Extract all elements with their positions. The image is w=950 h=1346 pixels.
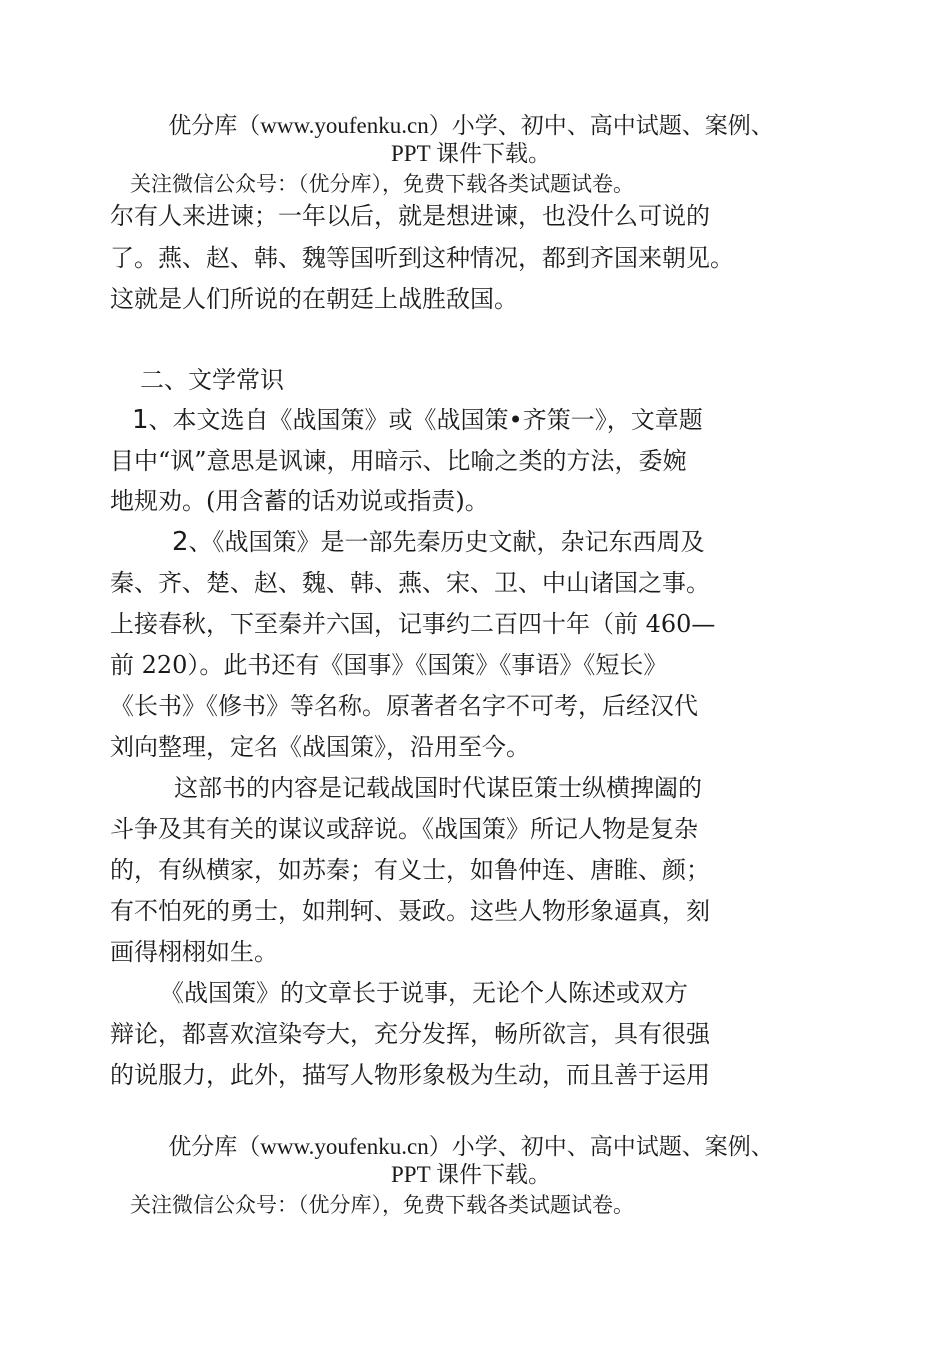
header-line-1: 优分库（www.youfenku.cn）小学、初中、高中试题、案例、: [168, 113, 774, 138]
paragraph-line: 有不怕死的勇士，如荆轲、聂政。这些人物形象逼真，刻: [110, 897, 710, 925]
paragraph-line: 了。燕、赵、韩、魏等国听到这种情况，都到齐国来朝见。: [110, 244, 734, 272]
paragraph-line: 上接春秋，下至秦并六国，记事约二百四十年（前 460—: [110, 610, 716, 638]
paragraph-line: 目中“讽”意思是讽谏，用暗示、比喻之类的方法，委婉: [110, 447, 687, 475]
header-line-3: 关注微信公众号：（优分库），免费下载各类试题试卷。: [130, 172, 634, 196]
paragraph-line: 这部书的内容是记载战国时代谋臣策士纵横捭阖的: [174, 774, 702, 802]
item-1-number: 1: [132, 405, 149, 435]
paragraph-line: 秦、齐、楚、赵、魏、韩、燕、宋、卫、中山诸国之事。: [110, 569, 710, 597]
item-2-first-line: [172, 522, 892, 563]
item-2-number: 2: [172, 527, 189, 557]
footer-line-3: 关注微信公众号：（优分库），免费下载各类试题试卷。: [130, 1193, 634, 1217]
section-title: 二、文学常识: [140, 366, 284, 394]
header-line-2: PPT 课件下载。: [391, 141, 551, 166]
paragraph-line: 的，有纵横家，如苏秦；有义士，如鲁仲连、唐睢、颜；: [110, 856, 710, 884]
footer-line-1: 优分库（www.youfenku.cn）小学、初中、高中试题、案例、: [168, 1134, 774, 1159]
item-1-first-line: [132, 400, 852, 441]
paragraph-line: 《战国策》的文章长于说事，无论个人陈述或双方: [160, 979, 688, 1007]
paragraph-line: 前 220）。此书还有《国事》《国策》《事语》《短长》: [110, 651, 668, 679]
item-1-text: 、本文选自《战国策》或《战国策•齐策一》，文章题: [148, 406, 703, 434]
paragraph-line: 尔有人来进谏；一年以后，就是想进谏，也没什么可说的: [110, 202, 710, 230]
paragraph-line: 这就是人们所说的在朝廷上战胜敌国。: [110, 285, 518, 313]
paragraph-line: 辩论，都喜欢渲染夸大，充分发挥，畅所欲言，具有很强: [110, 1020, 710, 1048]
paragraph-line: 斗争及其有关的谋议或辞说。《战国策》所记人物是复杂: [110, 815, 698, 843]
paragraph-line: 地规劝。(用含蓄的话劝说或指责)。: [110, 487, 489, 515]
footer-line-2: PPT 课件下载。: [391, 1162, 551, 1187]
paragraph-line: 的说服力，此外，描写人物形象极为生动，而且善于运用: [110, 1061, 710, 1089]
item-2-text: 、《战国策》是一部先秦历史文献，杂记东西周及: [188, 528, 705, 556]
paragraph-line: 《长书》《修书》等名称。原著者名字不可考，后经汉代: [110, 692, 698, 720]
paragraph-line: 画得栩栩如生。: [110, 938, 278, 966]
paragraph-line: 刘向整理，定名《战国策》，沿用至今。: [110, 733, 530, 761]
